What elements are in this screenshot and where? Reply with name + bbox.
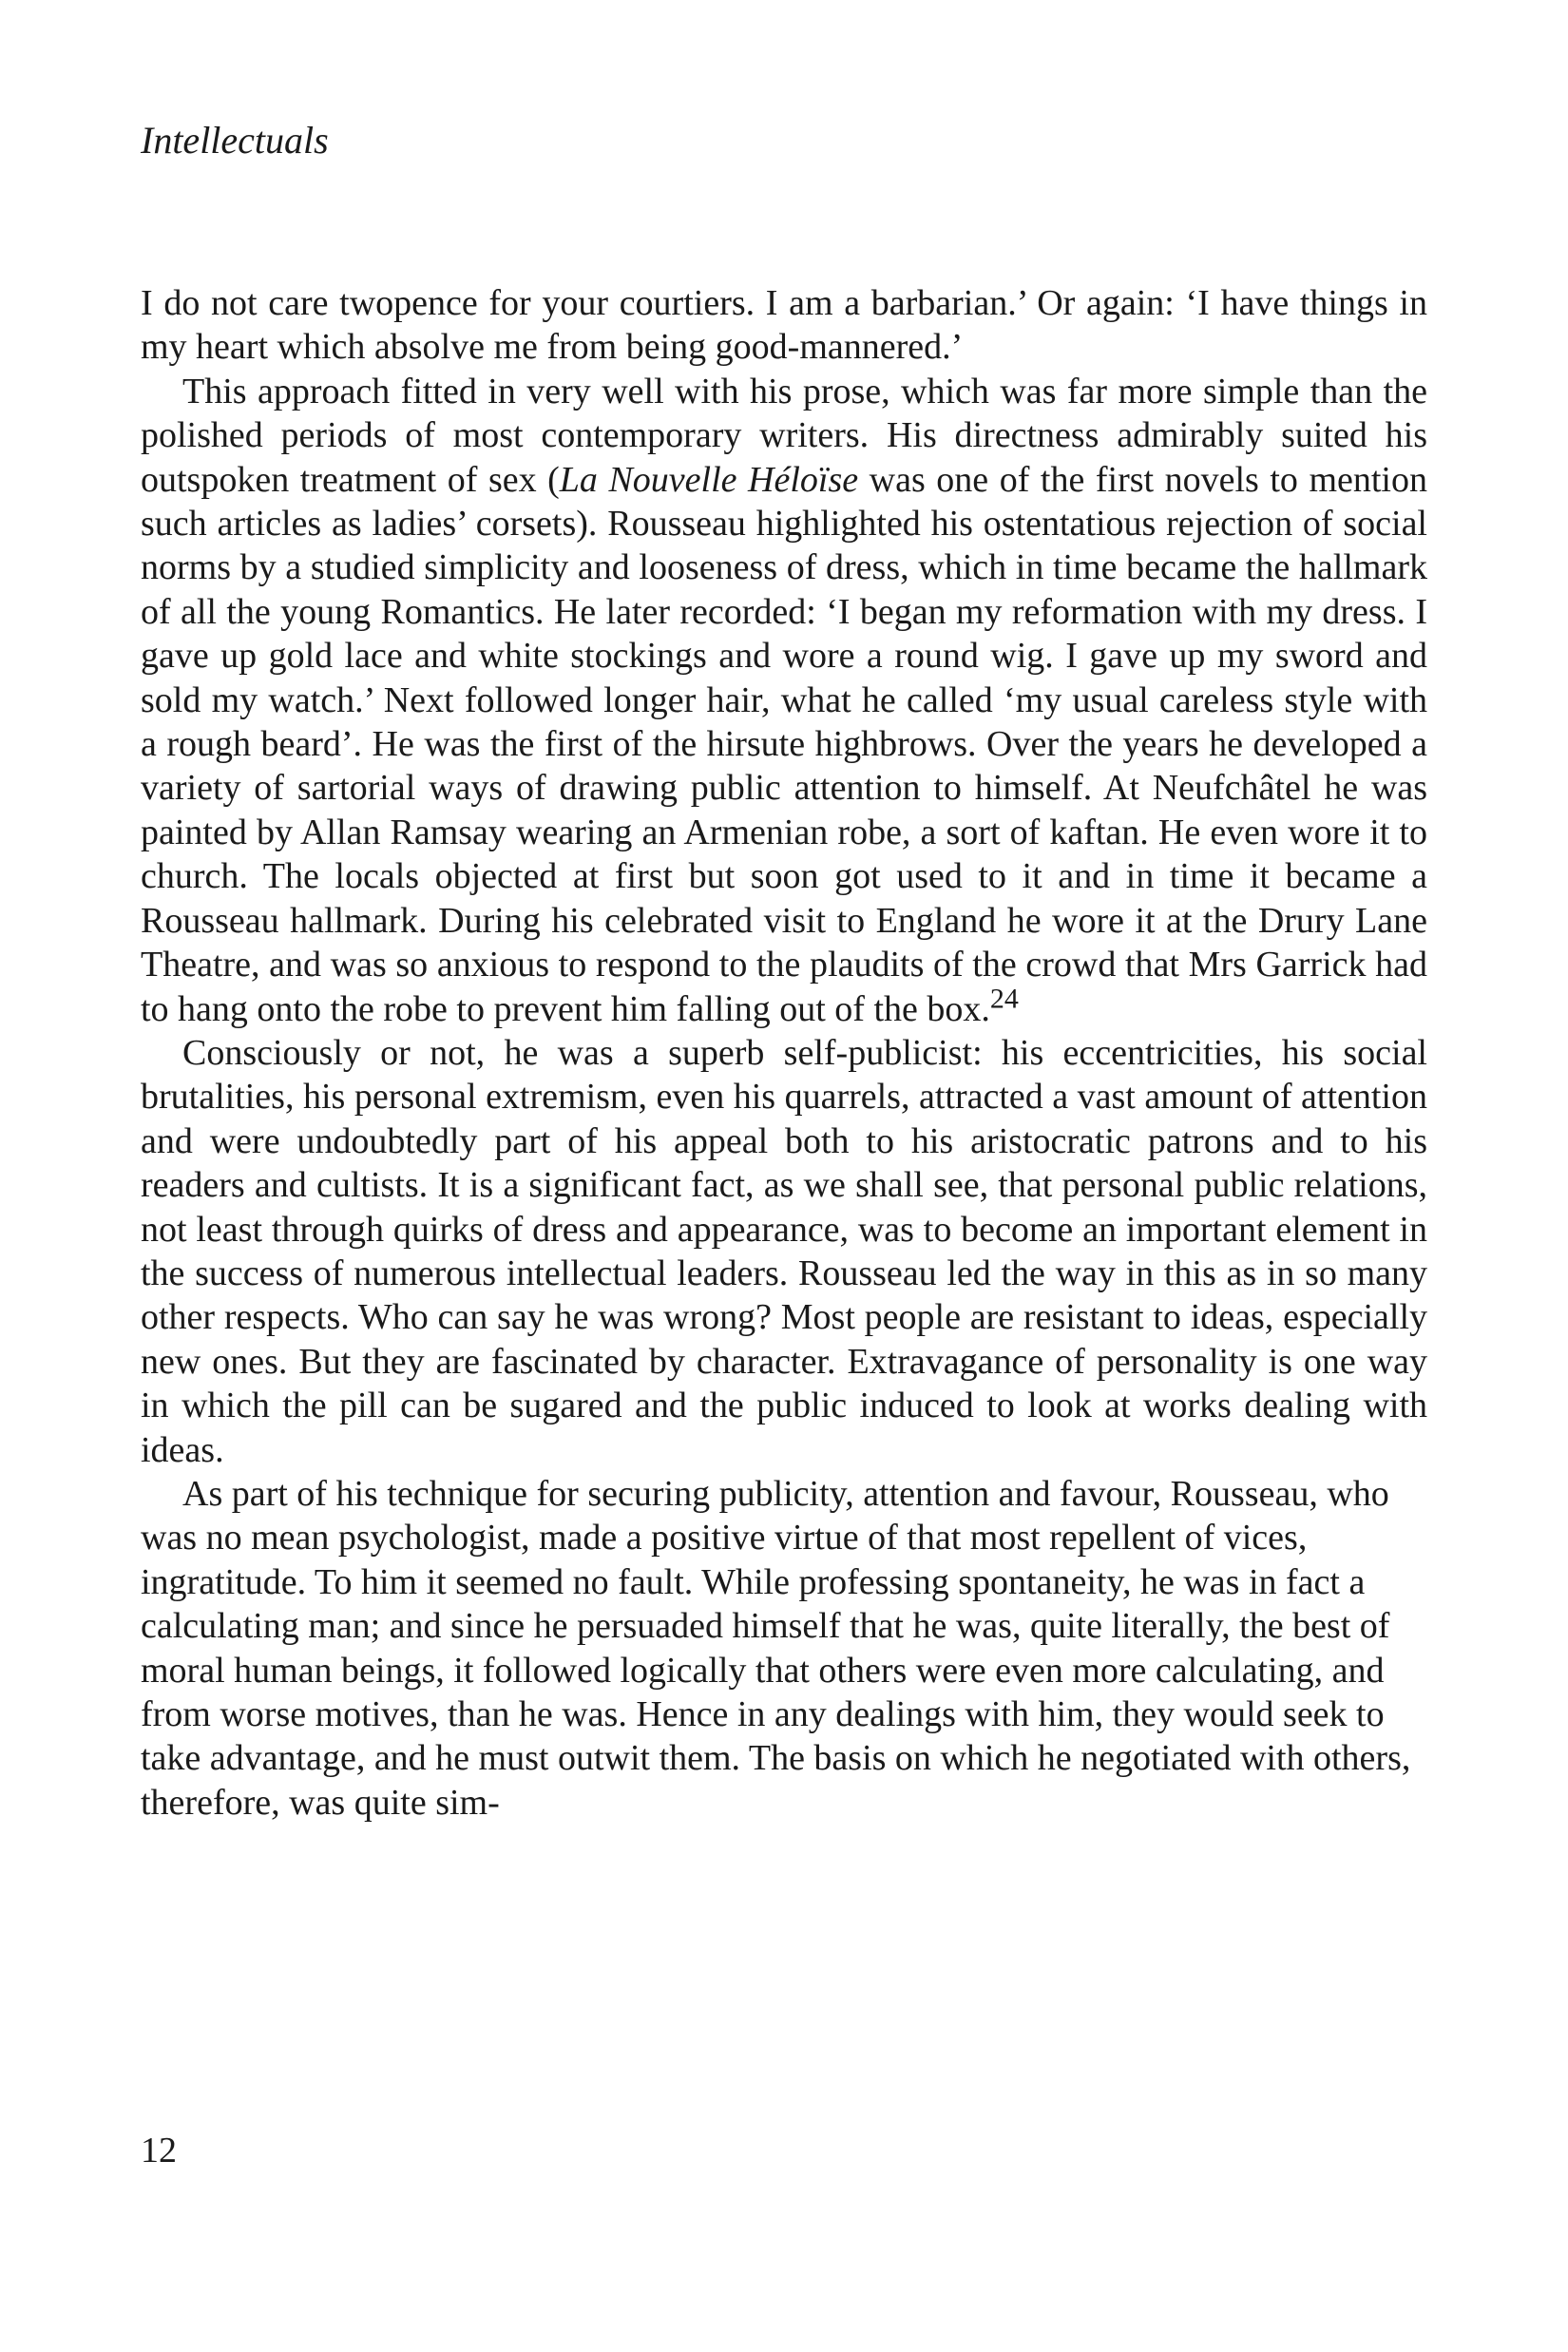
footnote-reference[interactable]: 24 (989, 982, 1019, 1014)
paragraph-2-text-before-title: This approach fitted in very well with his prose, which was far more simple than the polished periods of most contemporary writers. His directness admirably suited his outspoken treatment of sex ( (141, 371, 1427, 500)
paragraph-2 (141, 370, 1427, 1031)
paragraph-2-text-after-title: was one of the first novels to mention such articles as ladies’ corsets). Rousseau highlighted his ostentatious rejection of social norms by a studied simplicity and looseness of dress, which in time became the hallmark of all the young Romantics. He later recorded: ‘I began my reformation with my dress. I gave up gold lace and white stockings and wore a round wig. I gave up my sword and sold my watch.’ Next followed longer hair, what he called ‘my usual careless style with a rough beard’. He was the first of the hirsute highbrows. Over the years he developed a variety of sartorial ways of drawing public attention to himself. At Neufchâtel he was painted by Allan Ramsay wearing an Armenian robe, a sort of kaftan. He even wore it to church. The locals objected at first but soon got used to it and in time it became a Rousseau hallmark. During his celebrated visit to England he wore it at the Drury Lane Theatre, and was so anxious to respond to the plaudits of the crowd that Mrs Garrick had to hang onto the robe to prevent him falling out of the box. (141, 459, 1427, 1029)
paragraph-1: I do not care twopence for your courtiers. I am a barbarian.’ Or again: ‘I have things in my heart which absolve me from being good-mannered.’ (141, 283, 1427, 368)
running-head-title: Intellectuals (141, 119, 329, 162)
page-number: 12 (141, 2131, 177, 2170)
paragraph-3: Consciously or not, he was a superb self-publicist: his eccentricities, his social brutalities, his personal extremism, even his quarrels, attracted a vast amount of attention and were undoubtedly part of his appeal both to his aristocratic patrons and to his readers and cultists. It is a significant fact, as we shall see, that personal public relations, not least through quirks of dress and appearance, was to become an important element in the success of numerous intellectual leaders. Rousseau led the way in this as in so many other respects. Who can say he was wrong? Most people are resistant to ideas, especially new ones. But they are fascinated by character. Extravagance of personality is one way in which the pill can be sugared and the public induced to look at works dealing with ideas. (141, 1032, 1427, 1470)
book-title-la-nouvelle-heloise: La Nouvelle Héloïse (559, 459, 859, 500)
paragraph-4: As part of his technique for securing publicity, attention and favour, Rousseau, who was no mean psychologist, made a positive virtue of that most repellent of vices, ingratitude. To him it seemed no fault. While professing spontaneity, he was in fact a calculating man; and since he persuaded himself that he was, quite literally, the best of moral human beings, it followed logically that others were even more calculating, and from worse motives, than he was. Hence in any dealings with him, they would seek to take advantage, and he must outwit them. The basis on which he negotiated with others, therefore, was quite sim- (141, 1473, 1411, 1823)
body-text (141, 281, 1427, 1825)
